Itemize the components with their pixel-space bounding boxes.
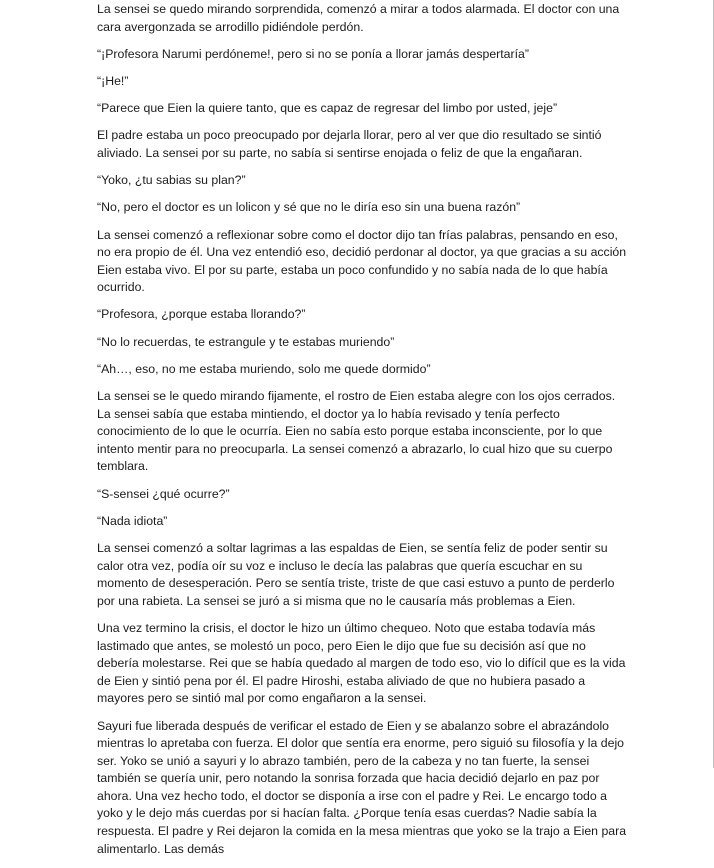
- paragraph: “No lo recuerdas, te estrangule y te estabas muriendo”: [97, 334, 395, 349]
- text-column: [97, 1, 627, 868]
- paragraph: “Yoko, ¿tu sabias su plan?”: [97, 173, 246, 188]
- paragraph: La sensei comenzó a soltar lagrimas a las espaldas de Eien, se sentía feliz de poder sentir su calor otra vez, podía oír su voz e incluso le decía las palabras que quería escuchar en su momento de desesperación. Pero se sentía triste, triste de que casi estuvo a punto de perderlo por una rabieta. La sensei se juró a si misma que no le causaría más problemas a Eien.: [97, 540, 615, 608]
- paragraph: “No, pero el doctor es un lolicon y sé que no le diría eso sin una buena razón”: [97, 200, 521, 215]
- paragraph: “¡Profesora Narumi perdóneme!, pero si no se ponía a llorar jamás despertaría”: [97, 46, 529, 61]
- paragraph: El padre estaba un poco preocupado por dejarla llorar, pero al ver que dio resultado se sintió aliviado. La sensei por su parte, no sabía si sentirse enojada o feliz de que la engañaran.: [97, 128, 602, 160]
- paragraph: “¡He!”: [97, 73, 129, 88]
- paragraph: “Parece que Eien la quiere tanto, que es capaz de regresar del limbo por usted, jeje”: [97, 101, 558, 116]
- paragraph: La sensei se le quedo mirando fijamente, el rostro de Eien estaba alegre con los ojos cerrados. La sensei sabía que estaba mintiendo, el doctor ya lo había revisado y tenía perfecto conocimiento de lo que le ocurría. Eien no sabía esto porque estaba inconsciente, por lo que intento mentir para no preocuparla. La sensei comenzó a abrazarlo, lo cual hizo que su cuerpo temblara.: [97, 389, 616, 474]
- paragraph: “Profesora, ¿porque estaba llorando?”: [97, 307, 306, 322]
- paragraph: “S-sensei ¿qué ocurre?”: [97, 486, 230, 501]
- paragraph: “Ah…, eso, no me estaba muriendo, solo me quede dormido”: [97, 361, 431, 376]
- paragraph: Sayuri fue liberada después de verificar el estado de Eien y se abalanzo sobre el abrazándolo mientras lo apretaba con fuerza. El dolor que sentía era enorme, pero siguió su filosofía y la dejo ser. Yoko se unió a sayuri y lo abrazo también, pero de la cabeza y no tan fuerte, la sensei también se quería unir, pero notando la sonrisa forzada que hacia decidió dejarlo en paz por ahora. Una vez hecho todo, el doctor se disponía a irse con el padre y Rei. Le encargo todo a yoko y le dejo más cuerdas por si hacían falta. ¿Porque tenía esas cuerdas? Nadie sabía la respuesta. El padre y Rei dejaron la comida en la mesa mientras que yoko se la trajo a Eien para alimentarlo. Las demás: [97, 718, 627, 856]
- paragraph: La sensei se quedo mirando sorprendida, comenzó a mirar a todos alarmada. El doctor con una cara avergonzada se arrodillo pidiéndole perdón.: [97, 2, 620, 34]
- paragraph: La sensei comenzó a reflexionar sobre como el doctor dijo tan frías palabras, pensando en eso, no era propio de él. Una vez entendió eso, decidió perdonar al doctor, ya que gracias a su acción Eien estaba vivo. El por su parte, estaba un poco confundido y no sabía nada de lo que había ocurrido.: [97, 227, 627, 295]
- paragraph: “Nada idiota”: [97, 513, 168, 528]
- paragraph: Una vez termino la crisis, el doctor le hizo un último chequeo. Noto que estaba todavía más lastimado que antes, se molestó un poco, pero Eien le dijo que fue su decisión así que no debería molestarse. Rei que se había quedado al margen de todo eso, vio lo difícil que es la vida de Eien y sintió pena por él. El padre Hiroshi, estaba aliviado de que no hubiera pasado a mayores pero se sintió mal por como engañaron a la sensei.: [97, 620, 626, 706]
